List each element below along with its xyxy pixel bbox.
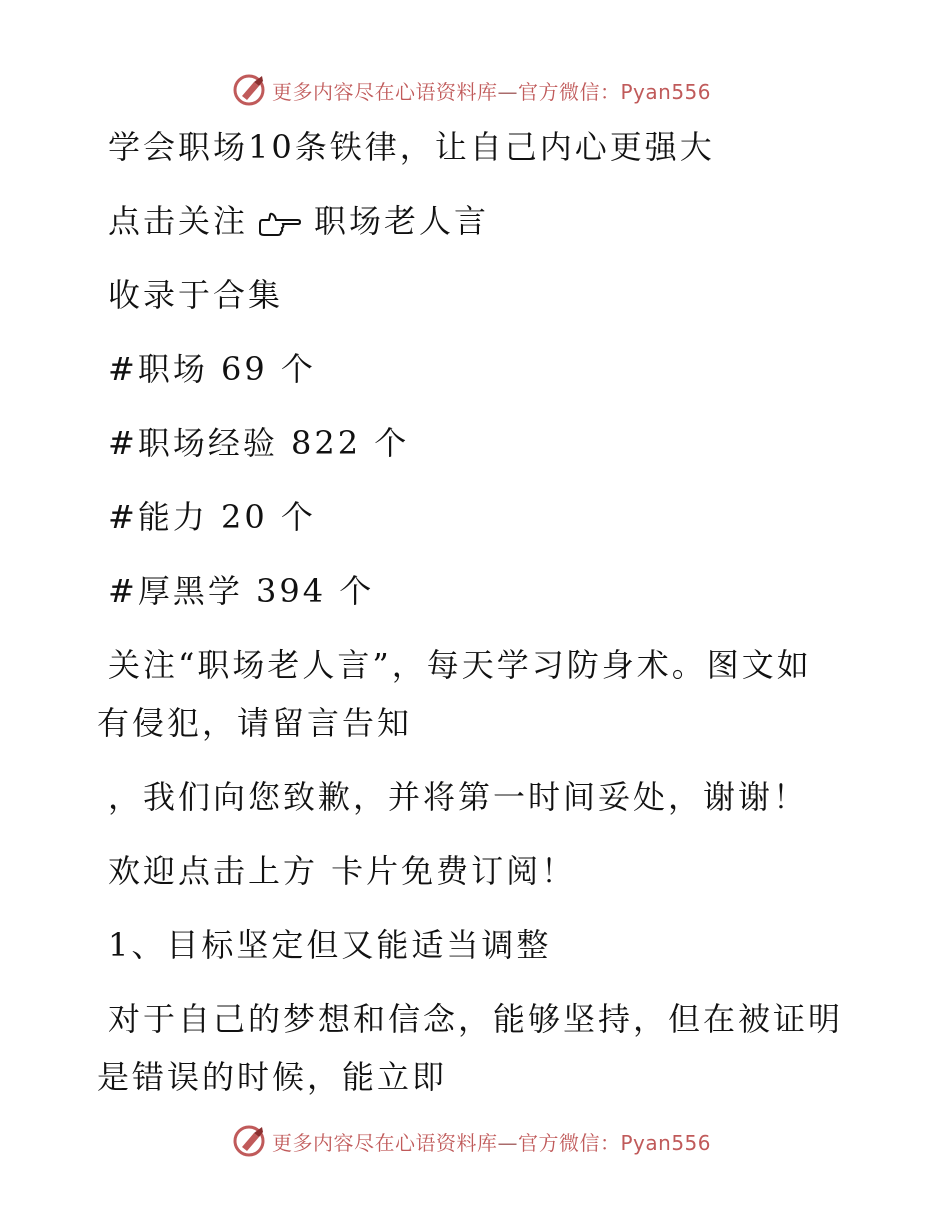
notice-line-1: 关注“职场老人言”，每天学习防身术。图文如 [108, 646, 812, 684]
subscribe-line: 欢迎点击上方 卡片免费订阅！ [108, 852, 577, 890]
apology-line: ，我们向您致歉，并将第一时间妥处，谢谢！ [108, 778, 809, 816]
watermark-site: 更多内容尽在心语资料库 [272, 80, 498, 104]
watermark-site: 更多内容尽在心语资料库 [272, 1131, 498, 1155]
tag-item[interactable]: #厚黑学 394 个 [108, 572, 375, 610]
watermark-wechat: Pyan556 [620, 80, 712, 104]
watermark-dash: — [497, 80, 518, 104]
pen-nib-logo-icon [232, 1123, 268, 1157]
watermark-dash: — [497, 1131, 518, 1155]
follow-line [108, 201, 489, 241]
point-1-heading: 1、目标坚定但又能适当调整 [108, 926, 552, 964]
watermark-header [0, 72, 950, 106]
watermark-wechat: Pyan556 [620, 1131, 712, 1155]
tag-item[interactable]: #职场经验 822 个 [108, 424, 410, 462]
notice-line-2: 有侵犯，请留言告知 [97, 704, 413, 742]
article-title: 学会职场10条铁律，让自己内心更强大 [108, 128, 715, 166]
point-1-body-line-1: 对于自己的梦想和信念，能够坚持，但在被证明 [108, 1000, 844, 1038]
collection-label: 收录于合集 [108, 276, 284, 314]
follow-prefix: 点击关注 [108, 202, 249, 240]
follow-account-link[interactable]: 职场老人言 [314, 202, 490, 240]
tag-item[interactable]: #职场 69 个 [108, 350, 316, 388]
watermark-official: 官方微信： [518, 1131, 621, 1155]
tag-item[interactable]: #能力 20 个 [108, 498, 316, 536]
pen-nib-logo-icon [232, 72, 268, 106]
point-1-body-line-2: 是错误的时候，能立即 [97, 1058, 448, 1096]
watermark-text [272, 1127, 711, 1156]
watermark-official: 官方微信： [518, 80, 621, 104]
watermark-text [272, 76, 711, 105]
watermark-footer [0, 1123, 950, 1157]
pointing-hand-icon [258, 210, 302, 238]
